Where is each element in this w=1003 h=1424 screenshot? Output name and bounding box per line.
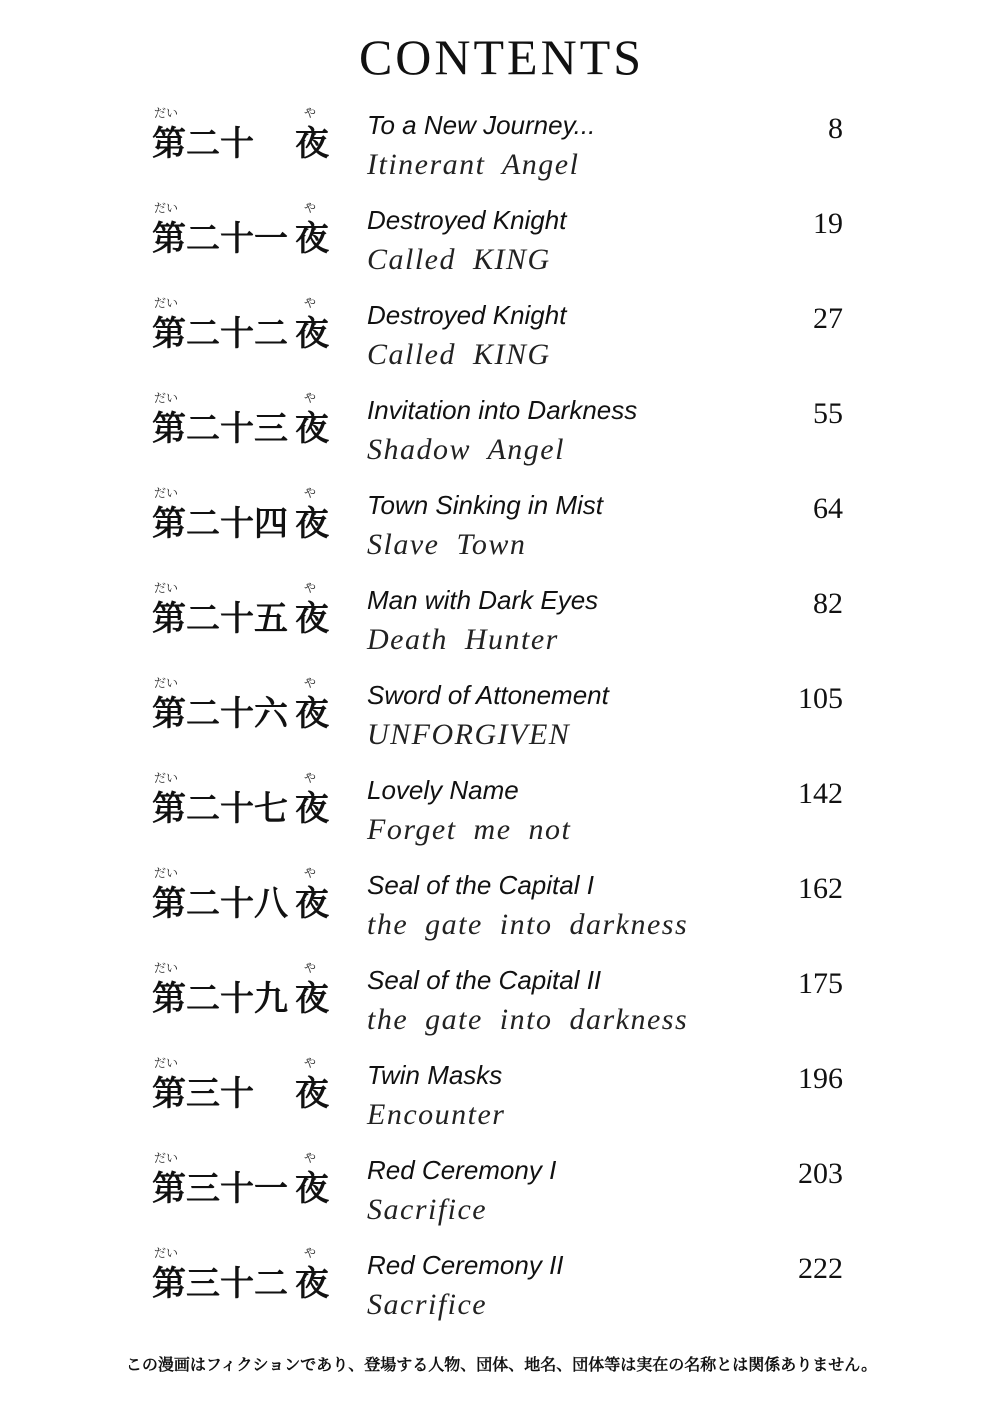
page-number: 55 [813,397,843,430]
kanji-char: 夜 [295,599,331,639]
kanji-char: 夜 [295,314,331,354]
ruby-dai: だい [154,486,179,500]
kanji-char [254,116,288,165]
kanji-char: 夜 [295,1264,331,1304]
kanji-char: 八 [254,884,290,924]
kanji-char: 第 [152,599,188,639]
ruby-dai: だい [154,581,179,595]
chapter-kanji [152,591,332,640]
toc-entry[interactable] [0,755,1003,849]
chapter-number [152,579,332,639]
kanji-char: 二 [186,599,222,639]
kanji-char: 三 [254,409,290,449]
kanji-char: 二 [186,979,222,1019]
toc-entry[interactable] [0,565,1003,659]
ruby-ya: や [304,201,317,215]
toc-entry[interactable] [0,850,1003,944]
kanji-char: 十 [220,1264,256,1304]
kanji-char: 二 [186,694,222,734]
chapter-number [152,199,332,259]
chapter-kanji [152,686,332,735]
ruby-dai: だい [154,961,179,975]
ruby-ya: や [304,296,317,310]
ruby-dai: だい [154,106,179,120]
kanji-char: 夜 [295,789,331,829]
toc-entry[interactable] [0,660,1003,754]
ruby-ya: や [304,106,317,120]
ruby-ya: や [304,961,317,975]
kanji-char: 夜 [295,1074,331,1114]
kanji-char: 第 [152,694,188,734]
page-number: 19 [813,207,843,240]
chapter-title: Red Ceremony I [367,1155,557,1185]
kanji-char: 二 [186,124,222,164]
kanji-char: 十 [220,694,256,734]
kanji-char: 夜 [295,884,331,924]
chapter-subtitle: Shadow Angel [367,433,565,466]
kanji-char: 四 [254,504,290,544]
ruby-dai: だい [154,771,179,785]
page-number: 82 [813,587,843,620]
ruby-dai: だい [154,1056,179,1070]
kanji-char: 十 [220,124,256,164]
ruby-ya: や [304,866,317,880]
page-number: 162 [798,872,843,905]
kanji-char: 十 [220,219,256,259]
chapter-subtitle: Sacrifice [367,1193,488,1226]
ruby-dai: だい [154,391,179,405]
chapter-kanji [152,496,332,545]
kanji-char: 十 [220,1169,256,1209]
chapter-subtitle: Encounter [367,1098,506,1131]
chapter-kanji [152,211,332,260]
chapter-kanji [152,116,332,165]
chapter-kanji [152,971,332,1020]
kanji-char: 十 [220,599,256,639]
kanji-char: 一 [254,1169,290,1209]
chapter-number [152,1149,332,1209]
kanji-char: 第 [152,1264,188,1304]
chapter-title: Invitation into Darkness [367,395,638,425]
chapter-title: Seal of the Capital I [367,870,594,900]
kanji-char: 五 [254,599,290,639]
ruby-ya: や [304,1151,317,1165]
chapter-number [152,389,332,449]
page-number: 203 [798,1157,843,1190]
kanji-char: 三 [186,1074,222,1114]
chapter-kanji [152,1256,332,1305]
kanji-char: 第 [152,124,188,164]
kanji-char: 第 [152,409,188,449]
disclaimer-footer: この漫画はフィクションであり、登場する人物、団体、地名、団体等は実在の名称とは関係ありません。 [125,1355,878,1374]
page-number: 175 [798,967,843,1000]
chapter-subtitle: UNFORGIVEN [367,718,571,751]
kanji-char: 六 [254,694,290,734]
kanji-char: 二 [186,314,222,354]
toc-entry[interactable] [0,945,1003,1039]
kanji-char: 夜 [295,124,331,164]
kanji-char: 二 [254,1264,290,1304]
chapter-title: Lovely Name [367,775,519,805]
kanji-char: 夜 [295,504,331,544]
chapter-title: Destroyed Knight [367,205,567,235]
toc-entry[interactable] [0,90,1003,184]
kanji-char: 二 [186,409,222,449]
toc-entry[interactable] [0,185,1003,279]
kanji-char: 第 [152,884,188,924]
ruby-ya: や [304,771,317,785]
kanji-char: 九 [254,979,290,1019]
chapter-subtitle: Called KING [367,243,551,276]
chapter-subtitle: Sacrifice [367,1288,488,1321]
kanji-char: 夜 [295,694,331,734]
chapter-title: Seal of the Capital II [367,965,602,995]
kanji-char: 二 [186,884,222,924]
ruby-dai: だい [154,866,179,880]
page-number: 222 [798,1252,843,1285]
chapter-title: Town Sinking in Mist [367,490,604,520]
ruby-ya: や [304,391,317,405]
kanji-char: 第 [152,1074,188,1114]
ruby-dai: だい [154,1246,179,1260]
chapter-number [152,864,332,924]
chapter-subtitle: Called KING [367,338,551,371]
chapter-title: Twin Masks [367,1060,503,1090]
ruby-ya: や [304,1246,317,1260]
kanji-char [254,1066,288,1115]
kanji-char: 十 [220,789,256,829]
chapter-number [152,674,332,734]
chapter-number [152,1244,332,1304]
page-number: 105 [798,682,843,715]
chapter-subtitle: the gate into darkness [367,908,689,941]
toc-entry[interactable] [0,375,1003,469]
kanji-char: 第 [152,219,188,259]
kanji-char: 二 [254,314,290,354]
kanji-char: 第 [152,314,188,354]
chapter-title: To a New Journey... [367,110,596,140]
kanji-char: 十 [220,314,256,354]
page-title: CONTENTS [358,29,645,85]
chapter-kanji [152,781,332,830]
ruby-ya: や [304,581,317,595]
kanji-char: 第 [152,504,188,544]
toc-entry[interactable] [0,470,1003,564]
kanji-char: 一 [254,219,290,259]
page-number: 8 [828,112,843,145]
chapter-subtitle: the gate into darkness [367,1003,689,1036]
page-number: 27 [813,302,843,335]
chapter-number [152,769,332,829]
ruby-dai: だい [154,1151,179,1165]
chapter-number [152,294,332,354]
ruby-ya: や [304,486,317,500]
kanji-char: 夜 [295,409,331,449]
chapter-kanji [152,1066,332,1115]
kanji-char: 二 [186,219,222,259]
ruby-dai: だい [154,201,179,215]
chapter-number [152,959,332,1019]
ruby-ya: や [304,676,317,690]
kanji-char: 十 [220,884,256,924]
kanji-char: 第 [152,1169,188,1209]
chapter-subtitle: Death Hunter [367,623,559,656]
kanji-char: 二 [186,789,222,829]
chapter-number [152,484,332,544]
kanji-char: 第 [152,979,188,1019]
kanji-char: 十 [220,409,256,449]
page-number: 142 [798,777,843,810]
chapter-kanji [152,306,332,355]
kanji-char: 第 [152,789,188,829]
kanji-char: 夜 [295,219,331,259]
chapter-subtitle: Slave Town [367,528,527,561]
chapter-subtitle: Forget me not [367,813,572,846]
kanji-char: 十 [220,504,256,544]
ruby-dai: だい [154,676,179,690]
kanji-char: 十 [220,1074,256,1114]
toc-entry[interactable] [0,1135,1003,1229]
kanji-char: 夜 [295,1169,331,1209]
page-number: 64 [813,492,843,525]
chapter-title: Destroyed Knight [367,300,567,330]
toc-entry[interactable] [0,1040,1003,1134]
page-number: 196 [798,1062,843,1095]
chapter-kanji [152,876,332,925]
toc-entry[interactable] [0,280,1003,374]
kanji-char: 三 [186,1169,222,1209]
kanji-char: 二 [186,504,222,544]
chapter-subtitle: Itinerant Angel [367,148,580,181]
kanji-char: 十 [220,979,256,1019]
kanji-char: 夜 [295,979,331,1019]
chapter-title: Sword of Attonement [367,680,609,710]
toc-entry[interactable] [0,1230,1003,1324]
chapter-kanji [152,401,332,450]
chapter-kanji [152,1161,332,1210]
chapter-title: Red Ceremony II [367,1250,564,1280]
ruby-dai: だい [154,296,179,310]
chapter-number [152,1054,332,1114]
ruby-ya: や [304,1056,317,1070]
chapter-title: Man with Dark Eyes [367,585,599,615]
kanji-char: 三 [186,1264,222,1304]
chapter-number [152,104,332,164]
kanji-char: 七 [254,789,290,829]
